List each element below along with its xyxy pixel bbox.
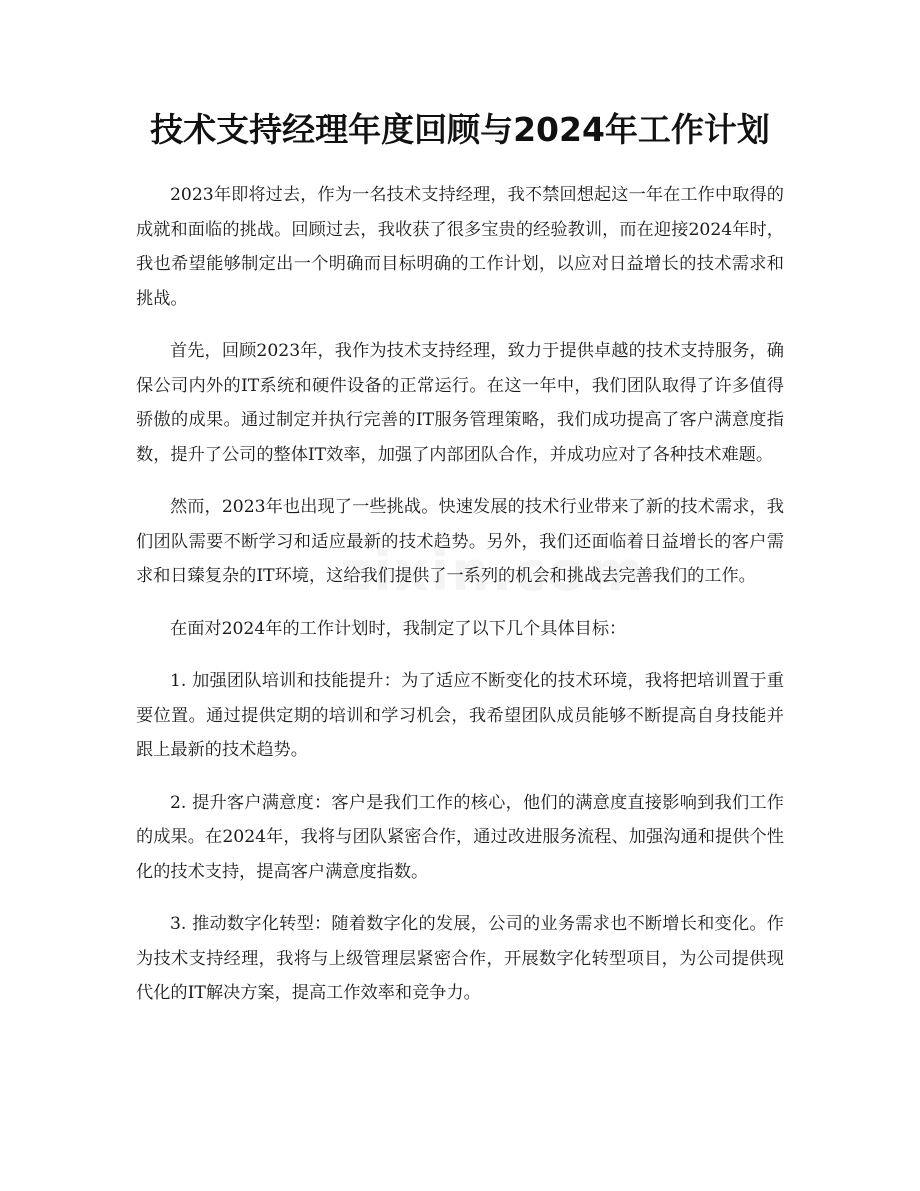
paragraph-review: 首先，回顾2023年，我作为技术支持经理，致力于提供卓越的技术支持服务，确保公司内外的IT系统和硬件设备的正常运行。在这一年中，我们团队取得了许多值得骄傲的成果。通过制定并执行完善的IT服务管理策略，我们成功提高了客户满意度指数，提升了公司的整体IT效率，加强了内部团队合作，并成功应对了各种技术难题。 [136, 341, 784, 465]
paragraph-intro: 2023年即将过去，作为一名技术支持经理，我不禁回想起这一年在工作中取得的成就和面临的挑战。回顾过去，我收获了很多宝贵的经验教训，而在迎接2024年时，我也希望能够制定出一个明确而目标明确的工作计划，以应对日益增长的技术需求和挑战。 [136, 185, 784, 309]
document-title: 技术支持经理年度回顾与2024年工作计划 [150, 110, 770, 149]
list-item-goal-3: 3. 推动数字化转型：随着数字化的发展，公司的业务需求也不断增长和变化。作为技术支持经理，我将与上级管理层紧密合作，开展数字化转型项目，为公司提供现代化的IT解决方案，提高工作效率和竞争力。 [136, 914, 784, 1003]
paragraph-plan-intro: 在面对2024年的工作计划时，我制定了以下几个具体目标： [170, 618, 627, 639]
paragraph-challenges: 然而，2023年也出现了一些挑战。快速发展的技术行业带来了新的技术需求，我们团队需要不断学习和适应最新的技术趋势。另外，我们还面临着日益增长的客户需求和日臻复杂的IT环境，这给我们提供了一系列的机会和挑战去完善我们的工作。 [136, 497, 784, 586]
list-item-goal-2: 2. 提升客户满意度：客户是我们工作的核心，他们的满意度直接影响到我们工作的成果。在2024年，我将与团队紧密合作，通过改进服务流程、加强沟通和提供个性化的技术支持，提高客户满意度指数。 [136, 792, 784, 882]
document-body [136, 178, 784, 1029]
list-item-goal-1: 1. 加强团队培训和技能提升：为了适应不断变化的技术环境，我将把培训置于重要位置。通过提供定期的培训和学习机会，我希望团队成员能够不断提高自身技能并跟上最新的技术趋势。 [136, 671, 784, 760]
